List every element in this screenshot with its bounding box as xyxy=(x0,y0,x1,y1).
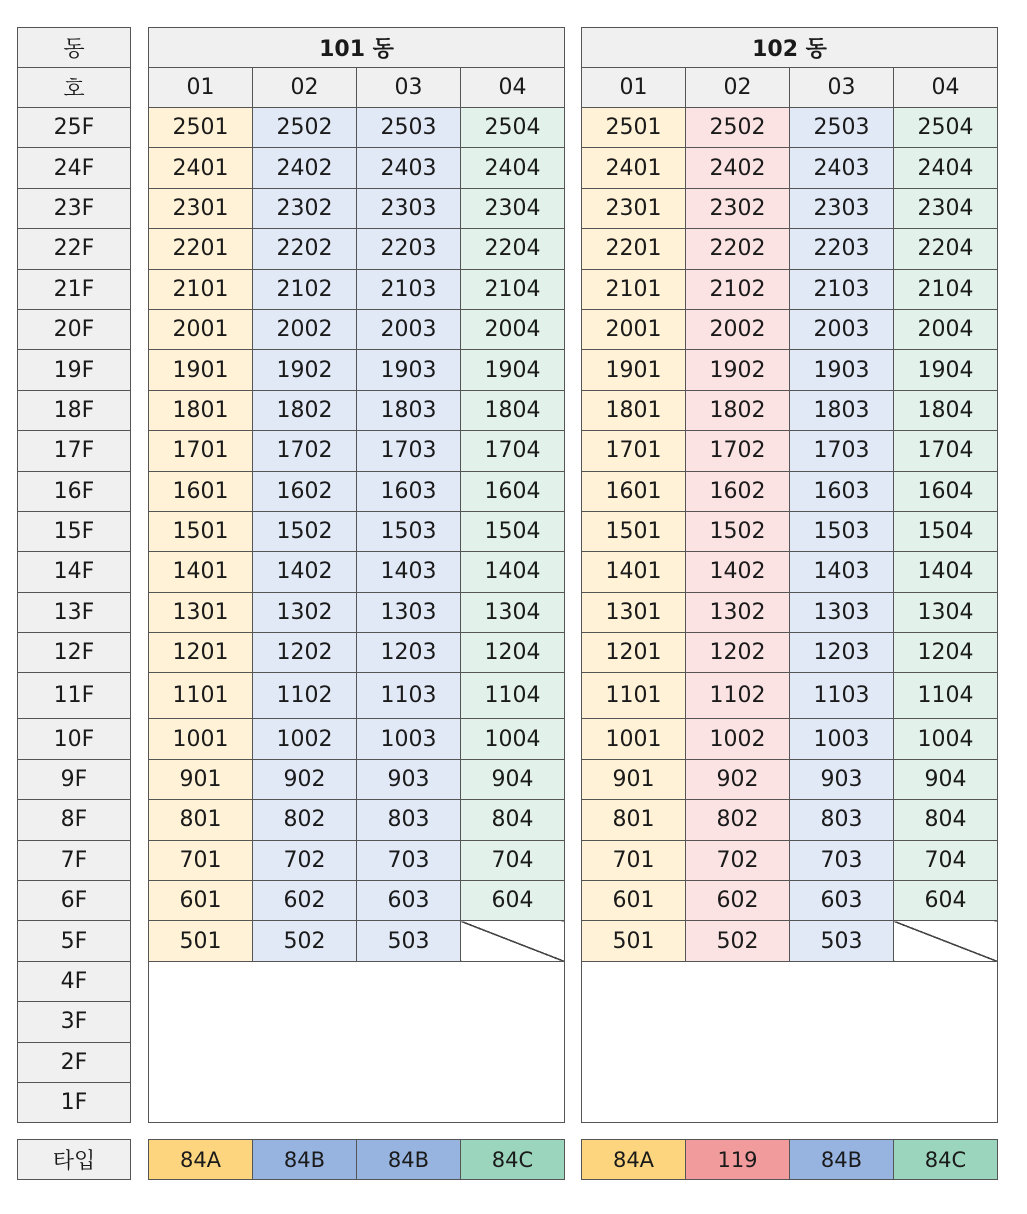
room-cell: 503 xyxy=(357,921,461,961)
type-cell: 84A xyxy=(149,1140,253,1180)
type-cell: 84B xyxy=(253,1140,357,1180)
room-cell: 1804 xyxy=(461,390,565,430)
unit-header: 02 xyxy=(253,68,357,108)
unit-header: 03 xyxy=(357,68,461,108)
room-cell: 1902 xyxy=(253,350,357,390)
room-cell: 1202 xyxy=(253,633,357,673)
room-cell: 1603 xyxy=(790,471,894,511)
room-cell: 1204 xyxy=(461,633,565,673)
floor-label: 21F xyxy=(18,269,131,309)
room-cell: 604 xyxy=(461,881,565,921)
room-cell: 1904 xyxy=(461,350,565,390)
room-cell: 1803 xyxy=(790,390,894,430)
floor-label: 7F xyxy=(18,840,131,880)
floor-label: 24F xyxy=(18,148,131,188)
room-cell: 904 xyxy=(894,759,998,799)
room-cell: 2002 xyxy=(686,309,790,349)
room-cell: 2402 xyxy=(253,148,357,188)
room-cell: 1901 xyxy=(582,350,686,390)
room-cell: 1201 xyxy=(149,633,253,673)
room-cell: 901 xyxy=(582,759,686,799)
room-cell: 1001 xyxy=(149,719,253,759)
room-cell: 702 xyxy=(253,840,357,880)
room-cell: 804 xyxy=(461,800,565,840)
room-cell: 2201 xyxy=(582,229,686,269)
room-cell: 2103 xyxy=(357,269,461,309)
floor-label: 6F xyxy=(18,881,131,921)
room-cell: 2003 xyxy=(790,309,894,349)
room-cell: 2304 xyxy=(894,188,998,228)
room-cell: 503 xyxy=(790,921,894,961)
floor-label: 11F xyxy=(18,673,131,719)
room-cell: 1301 xyxy=(149,592,253,632)
room-cell: 2302 xyxy=(253,188,357,228)
room-cell: 2503 xyxy=(790,108,894,148)
room-cell: 2404 xyxy=(894,148,998,188)
room-cell: 1103 xyxy=(357,673,461,719)
floor-label: 20F xyxy=(18,309,131,349)
room-cell: 1002 xyxy=(253,719,357,759)
room-cell: 1302 xyxy=(253,592,357,632)
room-cell: 1104 xyxy=(461,673,565,719)
room-cell: 2102 xyxy=(686,269,790,309)
room-cell: 2203 xyxy=(790,229,894,269)
floor-label: 2F xyxy=(18,1042,131,1082)
room-cell: 904 xyxy=(461,759,565,799)
room-cell: 1601 xyxy=(582,471,686,511)
room-cell: 1702 xyxy=(253,431,357,471)
room-cell: 1102 xyxy=(686,673,790,719)
room-cell: 2303 xyxy=(357,188,461,228)
room-cell: 501 xyxy=(149,921,253,961)
floor-label: 4F xyxy=(18,961,131,1001)
room-cell: 1902 xyxy=(686,350,790,390)
room-cell: 1004 xyxy=(894,719,998,759)
room-cell: 1102 xyxy=(253,673,357,719)
room-cell: 1502 xyxy=(253,511,357,551)
no-unit-cell xyxy=(461,921,565,961)
room-cell: 1301 xyxy=(582,592,686,632)
room-cell: 1401 xyxy=(582,552,686,592)
room-cell: 702 xyxy=(686,840,790,880)
room-cell: 2204 xyxy=(461,229,565,269)
room-cell: 502 xyxy=(686,921,790,961)
room-cell: 704 xyxy=(894,840,998,880)
room-cell: 603 xyxy=(357,881,461,921)
room-cell: 1103 xyxy=(790,673,894,719)
room-cell: 803 xyxy=(790,800,894,840)
room-cell: 2301 xyxy=(582,188,686,228)
room-cell: 602 xyxy=(253,881,357,921)
room-cell: 2403 xyxy=(357,148,461,188)
room-cell: 701 xyxy=(149,840,253,880)
type-cell: 84B xyxy=(357,1140,461,1180)
type-cell: 84A xyxy=(582,1140,686,1180)
building-102-table xyxy=(581,27,998,1123)
room-cell: 1602 xyxy=(686,471,790,511)
room-cell: 2001 xyxy=(149,309,253,349)
room-cell: 2004 xyxy=(894,309,998,349)
unit-header: 04 xyxy=(461,68,565,108)
room-cell: 1404 xyxy=(461,552,565,592)
room-cell: 1604 xyxy=(894,471,998,511)
room-cell: 1803 xyxy=(357,390,461,430)
room-cell: 1403 xyxy=(357,552,461,592)
room-cell: 1202 xyxy=(686,633,790,673)
room-cell: 1802 xyxy=(253,390,357,430)
room-cell: 2101 xyxy=(149,269,253,309)
room-cell: 1704 xyxy=(461,431,565,471)
room-cell: 2501 xyxy=(149,108,253,148)
room-cell: 1001 xyxy=(582,719,686,759)
empty-floors-block xyxy=(582,961,998,1123)
room-cell: 1003 xyxy=(357,719,461,759)
room-cell: 1401 xyxy=(149,552,253,592)
no-unit-cell xyxy=(894,921,998,961)
room-cell: 2104 xyxy=(894,269,998,309)
floor-label: 5F xyxy=(18,921,131,961)
room-cell: 1203 xyxy=(357,633,461,673)
floor-label: 18F xyxy=(18,390,131,430)
type-label-table xyxy=(17,1139,131,1180)
room-cell: 1402 xyxy=(686,552,790,592)
type-label: 타입 xyxy=(18,1140,131,1180)
room-cell: 1503 xyxy=(357,511,461,551)
floor-label: 3F xyxy=(18,1002,131,1042)
room-cell: 2304 xyxy=(461,188,565,228)
floor-label: 22F xyxy=(18,229,131,269)
room-cell: 804 xyxy=(894,800,998,840)
room-cell: 1002 xyxy=(686,719,790,759)
room-cell: 1003 xyxy=(790,719,894,759)
room-cell: 1504 xyxy=(461,511,565,551)
room-cell: 1703 xyxy=(357,431,461,471)
room-cell: 2401 xyxy=(582,148,686,188)
room-cell: 2103 xyxy=(790,269,894,309)
room-cell: 1101 xyxy=(149,673,253,719)
room-cell: 2202 xyxy=(253,229,357,269)
room-cell: 1204 xyxy=(894,633,998,673)
room-cell: 2401 xyxy=(149,148,253,188)
building-101-types xyxy=(148,1139,565,1180)
room-cell: 604 xyxy=(894,881,998,921)
room-cell: 1903 xyxy=(790,350,894,390)
room-cell: 601 xyxy=(149,881,253,921)
room-cell: 802 xyxy=(686,800,790,840)
room-cell: 1402 xyxy=(253,552,357,592)
unit-header: 03 xyxy=(790,68,894,108)
room-cell: 1903 xyxy=(357,350,461,390)
room-cell: 2302 xyxy=(686,188,790,228)
room-cell: 2101 xyxy=(582,269,686,309)
type-cell: 84C xyxy=(894,1140,998,1180)
floor-column xyxy=(17,27,131,1123)
room-cell: 602 xyxy=(686,881,790,921)
floor-label: 10F xyxy=(18,719,131,759)
room-cell: 2502 xyxy=(253,108,357,148)
room-cell: 1302 xyxy=(686,592,790,632)
unit-header: 01 xyxy=(582,68,686,108)
room-cell: 1701 xyxy=(149,431,253,471)
empty-floors-block xyxy=(149,961,565,1123)
room-cell: 1802 xyxy=(686,390,790,430)
room-cell: 2004 xyxy=(461,309,565,349)
room-cell: 2104 xyxy=(461,269,565,309)
floor-label: 1F xyxy=(18,1082,131,1122)
room-cell: 2404 xyxy=(461,148,565,188)
room-cell: 1303 xyxy=(357,592,461,632)
room-cell: 704 xyxy=(461,840,565,880)
room-cell: 1201 xyxy=(582,633,686,673)
unit-header: 02 xyxy=(686,68,790,108)
floor-label: 19F xyxy=(18,350,131,390)
floor-label: 13F xyxy=(18,592,131,632)
building-title: 101 동 xyxy=(149,28,565,68)
room-cell: 1703 xyxy=(790,431,894,471)
building-102-types xyxy=(581,1139,998,1180)
type-cell: 84B xyxy=(790,1140,894,1180)
room-cell: 701 xyxy=(582,840,686,880)
room-cell: 502 xyxy=(253,921,357,961)
room-cell: 703 xyxy=(357,840,461,880)
room-cell: 2504 xyxy=(461,108,565,148)
room-cell: 1503 xyxy=(790,511,894,551)
room-cell: 2504 xyxy=(894,108,998,148)
floor-label: 23F xyxy=(18,188,131,228)
room-cell: 2303 xyxy=(790,188,894,228)
room-cell: 1101 xyxy=(582,673,686,719)
room-cell: 2403 xyxy=(790,148,894,188)
floor-label: 16F xyxy=(18,471,131,511)
room-cell: 803 xyxy=(357,800,461,840)
room-cell: 1701 xyxy=(582,431,686,471)
room-cell: 903 xyxy=(357,759,461,799)
room-cell: 2301 xyxy=(149,188,253,228)
room-cell: 1203 xyxy=(790,633,894,673)
room-cell: 1504 xyxy=(894,511,998,551)
floor-label: 8F xyxy=(18,800,131,840)
room-cell: 1702 xyxy=(686,431,790,471)
building-101-table xyxy=(148,27,565,1123)
room-cell: 1602 xyxy=(253,471,357,511)
room-cell: 1004 xyxy=(461,719,565,759)
room-cell: 802 xyxy=(253,800,357,840)
room-cell: 1502 xyxy=(686,511,790,551)
room-cell: 2002 xyxy=(253,309,357,349)
floor-label: 14F xyxy=(18,552,131,592)
room-cell: 902 xyxy=(253,759,357,799)
room-cell: 903 xyxy=(790,759,894,799)
room-cell: 1603 xyxy=(357,471,461,511)
room-cell: 2502 xyxy=(686,108,790,148)
room-cell: 1601 xyxy=(149,471,253,511)
room-cell: 1501 xyxy=(582,511,686,551)
dong-label: 동 xyxy=(18,28,131,68)
room-cell: 1804 xyxy=(894,390,998,430)
floor-label: 25F xyxy=(18,108,131,148)
floor-label: 12F xyxy=(18,633,131,673)
room-cell: 1604 xyxy=(461,471,565,511)
room-cell: 2203 xyxy=(357,229,461,269)
room-cell: 2201 xyxy=(149,229,253,269)
room-cell: 1904 xyxy=(894,350,998,390)
room-cell: 801 xyxy=(149,800,253,840)
room-cell: 801 xyxy=(582,800,686,840)
room-cell: 1304 xyxy=(461,592,565,632)
room-cell: 1704 xyxy=(894,431,998,471)
room-cell: 2001 xyxy=(582,309,686,349)
room-cell: 1501 xyxy=(149,511,253,551)
room-cell: 2003 xyxy=(357,309,461,349)
room-cell: 2204 xyxy=(894,229,998,269)
floor-label: 9F xyxy=(18,759,131,799)
room-cell: 601 xyxy=(582,881,686,921)
room-cell: 1901 xyxy=(149,350,253,390)
room-cell: 1801 xyxy=(582,390,686,430)
room-cell: 1104 xyxy=(894,673,998,719)
room-cell: 501 xyxy=(582,921,686,961)
building-title: 102 동 xyxy=(582,28,998,68)
room-cell: 2501 xyxy=(582,108,686,148)
room-cell: 1303 xyxy=(790,592,894,632)
room-cell: 603 xyxy=(790,881,894,921)
room-cell: 2202 xyxy=(686,229,790,269)
room-cell: 2102 xyxy=(253,269,357,309)
room-cell: 2503 xyxy=(357,108,461,148)
room-cell: 901 xyxy=(149,759,253,799)
room-cell: 1403 xyxy=(790,552,894,592)
room-cell: 1404 xyxy=(894,552,998,592)
ho-label: 호 xyxy=(18,68,131,108)
unit-header: 04 xyxy=(894,68,998,108)
floor-label: 17F xyxy=(18,431,131,471)
room-cell: 2402 xyxy=(686,148,790,188)
room-cell: 1801 xyxy=(149,390,253,430)
room-cell: 902 xyxy=(686,759,790,799)
type-cell: 84C xyxy=(461,1140,565,1180)
room-cell: 703 xyxy=(790,840,894,880)
room-cell: 1304 xyxy=(894,592,998,632)
floor-label: 15F xyxy=(18,511,131,551)
unit-header: 01 xyxy=(149,68,253,108)
type-cell: 119 xyxy=(686,1140,790,1180)
